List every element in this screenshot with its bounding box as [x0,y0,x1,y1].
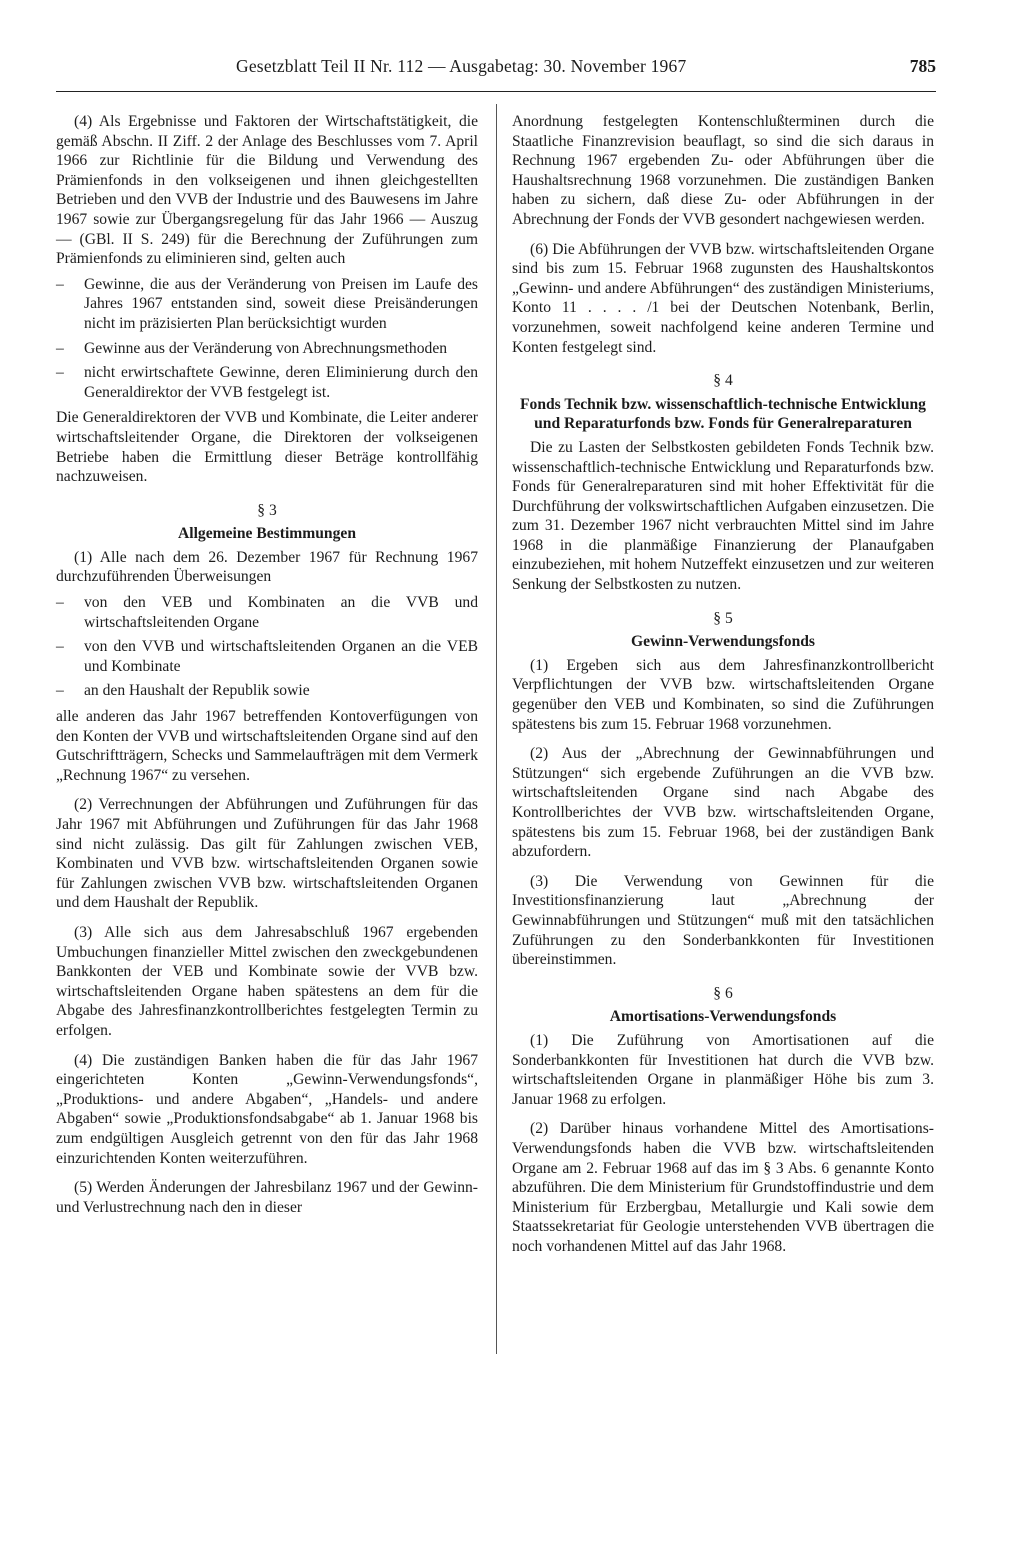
paragraph-3-4: (4) Die zuständigen Banken haben die für das Jahr 1967 eingerichteten Konten „Gewinn-Verwendungsfonds“, „Produktions- und andere Abgaben“, „Handels- und andere Abgaben“ sowie „Produktionsfondsabgabe“ ab 1. Januar 1968 bis zum endgültigen Ausgleich getrennt von den für das Jahr 1968 einzurichtenden Konten weiterzuführen. [56,1051,478,1167]
list-item: – Gewinne, die aus der Veränderung von Preisen im Laufe des Jahres 1967 entstanden sind, soweit diese Preisänderungen nicht im präzisierten Plan berücksichtigt wurden [56,275,478,334]
paragraph-4: Die zu Lasten der Selbstkosten gebildeten Fonds Technik bzw. wissenschaftlich-technische Entwicklung und Reparaturfonds bzw. Fonds für Generalreparaturen sind mit hoher Effektivität für die Durchführung der volkswirtschaftlichen Aufgaben einzusetzen. Die zum 31. Dezember 1967 nicht verbrauchten Mittel sind im Jahre 1968 in die planmäßige Finanzierung der Planaufgaben einzubeziehen, mit hohem Nutzeffekt einzusetzen und zur weiteren Senkung der Selbstkosten zu nutzen. [512,438,934,594]
paragraph-6-2: (2) Darüber hinaus vorhandene Mittel des Amortisations-Verwendungsfonds haben die VVB bzw. wirtschaftsleitenden Organe am 2. Februar 1968 auf das im § 3 Abs. 6 genannte Konto abzuführen. Die dem Ministerium für Grundstoffindustrie und dem Ministerium für Erzbergbau, Metallurgie und Kali sowie dem Staatssekretariat für Geologie unterstehenden VVB übertragen die noch vorhandenen Mittel auf das Jahr 1968. [512,1120,934,1255]
paragraph-6-1: (1) Die Zuführung von Amortisationen auf die Sonderbankkonten für Investitionen hat durch die VVB bzw. wirtschaftsleitenden Organe in planmäßiger Höhe bis zum 3. Januar 1968 zu erfolgen. [512,1031,934,1108]
section-3-number: § 3 [257,501,277,519]
page-number: 785 [909,56,936,76]
list-item: – von den VEB und Kombinaten an die VVB und wirtschaftsleitenden Organe [56,593,478,632]
paragraph-5-2: (2) Aus der „Abrechnung der Gewinnabführungen und Stützungen“ sich ergebende Zuführungen an die VVB bzw. wirtschaftsleitenden Organe sind nach Abgabe des Kontrollberichtes der VVB bzw. wirtschaftsleitenden Organe, spätestens bis zum 15. Februar 1968, bei der zuständigen Bank abzufordern. [512,745,934,861]
page-header [56,56,936,86]
section-6-title: Amortisations-Verwendungsfonds [609,1008,837,1026]
list-item: – an den Haushalt der Republik sowie [56,681,478,701]
paragraph-3-1-continued: alle anderen das Jahr 1967 betreffenden Kontoverfügungen von den Konten der VVB und wirtschaftsleitenden Organe sind auf den Gutschriftträgern, Schecks und Sammelaufträgen mit dem Vermerk „Rechnung 1967“ zu versehen. [56,708,478,784]
paragraph-3-2: (2) Verrechnungen der Abführungen und Zuführungen für das Jahr 1967 mit Abführungen und Zuführungen für das Jahr 1968 sind nicht zulässig. Das gilt für Zahlungen zwischen VEB, Kombinaten und VVB bzw. wirtschaftsleitenden Organen sowie für Zahlungen zwischen VVB bzw. wirtschaftsleitenden Organen und dem Haushalt der Republik. [56,796,478,912]
list-item: – Gewinne aus der Veränderung von Abrechnungsmethoden [56,339,478,359]
section-4-title: Fonds Technik bzw. wissenschaftlich-technische Entwicklung und Reparaturfonds bzw. Fonds für Generalreparaturen [520,395,926,433]
section-5-title: Gewinn-Verwendungsfonds [631,633,815,651]
section-4-number: § 4 [713,372,733,390]
paragraph-3-6: (6) Die Abführungen der VVB bzw. wirtschaftsleitenden Organe sind bis zum 15. Februar 1968 zugunsten des Haushaltskontos „Gewinn- und andere Abführungen“ des zuständigen Ministeriums, Konto 11 . . . . /1 bei der Deutschen Notenbank, Berlin, vorzunehmen, soweit nachfolgend keine anderen Termine und Konten festgelegt sind. [512,240,934,356]
header-title: Gesetzblatt Teil II Nr. 112 — Ausgabetag: 30. November 1967 [236,56,687,76]
list-item: – nicht erwirtschaftete Gewinne, deren Eliminierung durch den Generaldirektor der VVB festgelegt ist. [56,363,478,402]
elimination-list [56,275,478,403]
list-item: – von den VVB und wirtschaftsleitenden Organen an die VEB und Kombinate [56,637,478,676]
paragraph-3-1: (1) Alle nach dem 26. Dezember 1967 für Rechnung 1967 durchzuführenden Überweisungen [56,548,478,586]
paragraph-2-4: (4) Als Ergebnisse und Faktoren der Wirtschaftstätigkeit, die gemäß Abschn. II Ziff. 2 der Anlage des Beschlusses vom 7. April 1966 zur Richtlinie für die Bildung und Verwendung des Prämienfonds in den volkseigenen und ihnen gleichgestellten Betrieben und den VVB der Industrie und des Bauwesens im Jahre 1967 sowie zur Übergangsregelung für das Jahr 1966 — Auszug — (GBl. II S. 249) für die Berechnung der Zuführungen zum Prämienfonds zu eliminieren sind, gelten auch [56,113,478,268]
left-column [56,112,478,1227]
paragraph-5-1: (1) Ergeben sich aus dem Jahresfinanzkontrollbericht Verpflichtungen der VVB bzw. wirtschaftsleitenden Organe gegenüber den VEB und Kombinaten, so sind die Zuführungen spätestens bis zum 15. Februar 1968 vorzunehmen. [512,656,934,733]
section-3-title: Allgemeine Bestimmungen [177,525,356,543]
paragraph-generaldirektoren: Die Generaldirektoren der VVB und Kombinate, die Leiter anderer wirtschaftsleitender Organe, die Direktoren der volkseigenen Betriebe haben die Ermittlung dieser Beträge kontrollfähig nachzuweisen. [56,409,478,486]
paragraph-3-5: (5) Werden Änderungen der Jahresbilanz 1967 und der Gewinn- und Verlustrechnung nach den in dieser [56,1179,478,1216]
paragraph-5-3: (3) Die Verwendung von Gewinnen für die Investitionsfinanzierung laut „Abrechnung der Gewinnabführungen und Stützungen“ muß mit den tatsächlichen Zuführungen zu den Sonderbankkonten für Investitionen übereinstimmen. [512,872,934,969]
header-rule [56,91,936,92]
paragraph-3-3: (3) Alle sich aus dem Jahresabschluß 1967 ergebenden Umbuchungen finanzieller Mittel zwischen den zweckgebundenen Bankkonten der VEB und Kombinate sowie der VVB bzw. wirtschaftsleitenden Organe haben spätestens an dem für die Abgabe des Jahresfinanzkontrollberichtes festgelegten Termin zu erfolgen. [56,923,478,1039]
section-5-number: § 5 [713,609,733,627]
transfer-list [56,593,478,701]
section-6-number: § 6 [713,984,733,1002]
paragraph-3-5-continued: Anordnung festgelegten Kontenschlußterminen durch die Staatliche Finanzrevision beauflagt, so sind die sich daraus in Rechnung 1967 ergebenden Zu- oder Abführungen über die Haushaltsrechnung 1968 vorzunehmen. Die zuständigen Banken haben zu sichern, daß diese Zu- oder Abführungen in der Abrechnung der Fonds der VVB gesondert nachgewiesen werden. [512,113,934,228]
right-column [512,112,934,1266]
column-divider [496,104,497,1354]
